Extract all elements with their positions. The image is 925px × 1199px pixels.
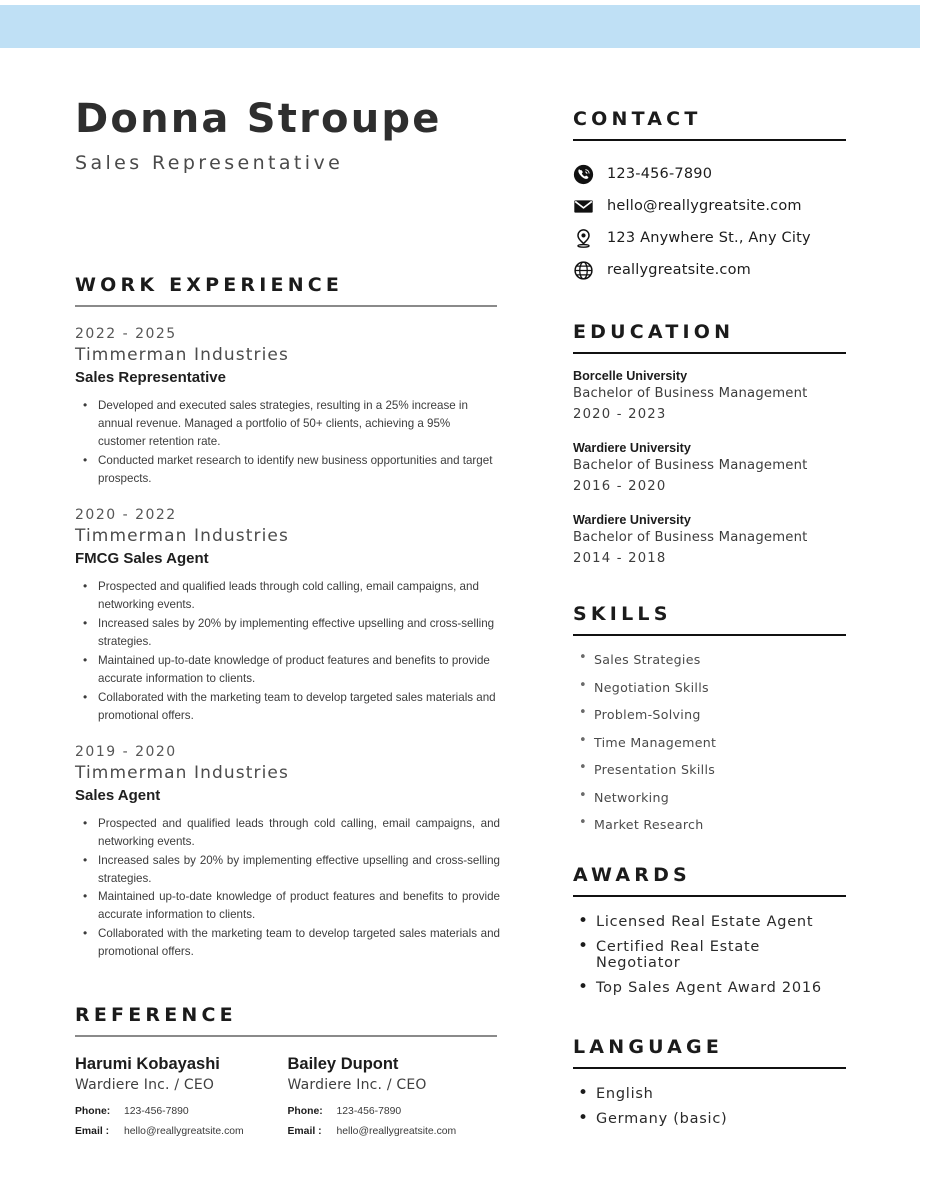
list-item: • Prospected and qualified leads through cold calling, email campaigns, and networking events. [75,578,500,614]
reference-role: Wardiere Inc. / CEO [75,1077,215,1094]
reference-name: Harumi Kobayashi [75,1055,220,1074]
reference-detail-label: Phone: [287,1106,323,1118]
work-entry-dates: 2022 - 2025 [75,326,177,342]
contact-row[interactable] [573,254,848,286]
globe-icon [573,260,594,281]
reference-detail-value: hello@reallygreatsite.com [336,1126,457,1138]
contact-value: 123 Anywhere St., Any City [607,230,811,246]
work-entry-bullets [75,815,500,962]
reference-list [75,1055,500,1137]
contact-value: hello@reallygreatsite.com [607,198,802,214]
education-school: Wardiere University [573,512,691,527]
right-column [573,48,848,1136]
education-years: 2014 - 2018 [573,550,667,566]
reference-detail-row [288,1126,501,1137]
education-entry [573,441,848,498]
list-item: • Prospected and qualified leads through cold calling, email campaigns, and networking events. [75,815,500,851]
section-divider [573,1067,846,1069]
list-item: • Collaborated with the marketing team to develop targeted sales materials and promotional offers. [75,925,500,961]
education-entry [573,513,848,570]
work-experience-section [75,274,500,961]
list-item: • Maintained up-to-date knowledge of product features and benefits to provide accurate information to clients. [75,888,500,924]
work-entry-title: Sales Representative [75,369,226,386]
skills-section [573,603,848,832]
work-entry-dates: 2020 - 2022 [75,506,177,523]
phone-icon [573,164,594,185]
location-pin-icon [573,228,594,249]
education-degree: Bachelor of Business Management [573,386,808,401]
work-entry-company: Timmerman Industries [75,345,289,365]
skill-item: • Presentation Skills [573,762,848,777]
section-divider [573,895,846,897]
reference-entry [75,1055,288,1137]
skill-item: • Market Research [573,817,848,832]
contact-value: 123-456-7890 [607,166,713,182]
work-entry-title: Sales Agent [75,786,161,804]
reference-detail-label: Phone: [75,1106,111,1118]
section-divider [573,139,846,141]
awards-heading: AWARDS [573,863,691,886]
education-entry [573,369,848,426]
list-item: • Developed and executed sales strategies, resulting in a 25% increase in annual revenue. Managed a portfolio of 50+ clients, achieving a 95% customer retention rate. [75,397,500,451]
work-entry-dates: 2019 - 2020 [75,743,177,760]
list-item: • Collaborated with the marketing team to develop targeted sales materials and promotional offers. [75,689,500,725]
work-entry-bullets [75,578,500,725]
skills-heading: SKILLS [573,603,672,626]
reference-entry [288,1055,501,1137]
list-item: • Increased sales by 20% by implementing effective upselling and cross-selling strategies. [75,615,500,651]
language-list [573,1086,848,1127]
section-divider [573,352,846,354]
contact-list [573,158,848,286]
contact-row[interactable] [573,158,848,190]
reference-detail-row [75,1106,288,1117]
reference-detail-value: 123-456-7890 [124,1106,189,1118]
education-list [573,369,848,569]
list-item: • Increased sales by 20% by implementing effective upselling and cross-selling strategies. [75,852,500,888]
reference-detail-row [288,1106,501,1117]
language-heading: LANGUAGE [573,1035,724,1058]
award-item: • Top Sales Agent Award 2016 [573,980,848,996]
reference-detail-row [75,1126,288,1137]
reference-detail-value: 123-456-7890 [336,1106,402,1118]
contact-row[interactable] [573,222,848,254]
section-divider [75,1035,497,1037]
work-experience-list [75,326,500,961]
work-experience-entry [75,507,500,725]
section-divider [75,305,497,307]
award-item: • Certified Real Estate Negotiator [573,939,848,971]
language-item: • English [573,1086,848,1102]
contact-value: reallygreatsite.com [607,262,751,278]
skill-item: • Negotiation Skills [573,680,848,695]
list-item: • Maintained up-to-date knowledge of product features and benefits to provide accurate information to clients. [75,652,500,688]
work-experience-entry [75,326,500,488]
page-title: Donna Stroupe [75,96,442,142]
award-item: • Licensed Real Estate Agent [573,914,848,930]
skill-item: • Time Management [573,735,848,750]
contact-section [573,108,848,286]
reference-section [75,1004,500,1137]
skill-item: • Networking [573,790,848,805]
education-years: 2020 - 2023 [573,407,667,423]
reference-detail-label: Email : [287,1126,322,1138]
education-degree: Bachelor of Business Management [573,529,808,545]
reference-name: Bailey Dupont [287,1055,399,1074]
work-entry-title: FMCG Sales Agent [75,549,209,567]
reference-heading: REFERENCE [75,1004,237,1027]
work-entry-company: Timmerman Industries [75,525,289,546]
education-heading: EDUCATION [573,321,735,343]
reference-role: Wardiere Inc. / CEO [287,1077,427,1094]
top-banner [0,5,920,48]
reference-detail-value: hello@reallygreatsite.com [124,1126,244,1138]
awards-list [573,914,848,996]
education-school: Wardiere University [573,440,691,455]
skill-item: • Sales Strategies [573,652,848,667]
work-experience-entry [75,744,500,962]
language-item: • Germany (basic) [573,1111,848,1127]
reference-detail-label: Email : [75,1126,110,1138]
left-column [75,48,500,1137]
skill-item: • Problem-Solving [573,707,848,722]
education-section [573,321,848,569]
skills-list [573,652,848,832]
education-school: Borcelle University [573,369,688,383]
contact-heading: CONTACT [573,108,702,130]
envelope-icon [573,196,594,217]
work-entry-bullets [75,397,500,488]
work-entry-company: Timmerman Industries [75,762,289,783]
section-divider [573,634,846,636]
language-section [573,1036,848,1127]
awards-section [573,864,848,996]
list-item: • Conducted market research to identify new business opportunities and target prospects. [75,452,500,488]
job-role-subtitle: Sales Representative [75,152,344,174]
education-degree: Bachelor of Business Management [573,457,808,473]
education-years: 2016 - 2020 [573,479,667,495]
contact-row[interactable] [573,190,848,222]
work-experience-heading: WORK EXPERIENCE [75,274,344,296]
